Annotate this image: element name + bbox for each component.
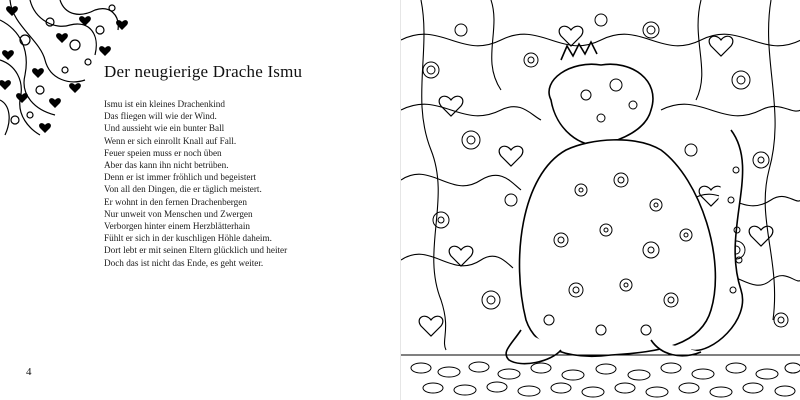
poem-title: Der neugierige Drache Ismu — [104, 62, 303, 81]
poem-line: Nur unweit von Menschen und Zwergen — [104, 208, 253, 219]
right-page — [400, 0, 800, 400]
poem-line: Und aussieht wie ein bunter Ball — [104, 123, 225, 134]
poem-line: Dort lebt er mit seinen Eltern glücklich und heiter — [104, 245, 288, 256]
poem-line: Denn er ist immer fröhlich und begeistert — [104, 172, 257, 183]
poem-line: Doch das ist nicht das Ende, es geht weiter. — [104, 257, 264, 268]
poem-line: Wenn er sich einrollt Knall auf Fall. — [104, 135, 237, 146]
poem-line: Feuer speien muss er noch üben — [104, 147, 222, 158]
poem-text — [104, 98, 287, 269]
page-number: 4 — [26, 366, 32, 378]
dragon-illustration — [401, 0, 800, 400]
poem-line: Er wohnt in den fernen Drachenbergen — [104, 196, 247, 207]
poem-line: Fühlt er sich in der kuschligen Höhle daheim. — [104, 233, 272, 244]
poem-line: Von all den Dingen, die er täglich meistert. — [104, 184, 262, 195]
poem-line: Das fliegen will wie der Wind. — [104, 111, 217, 122]
poem-line: Verborgen hinter einem Herzblätterhain — [104, 221, 251, 232]
poem-line: Ismu ist ein kleines Drachenkind — [104, 99, 225, 109]
poem-line: Aber das kann ihn nicht betrüben. — [104, 160, 229, 171]
